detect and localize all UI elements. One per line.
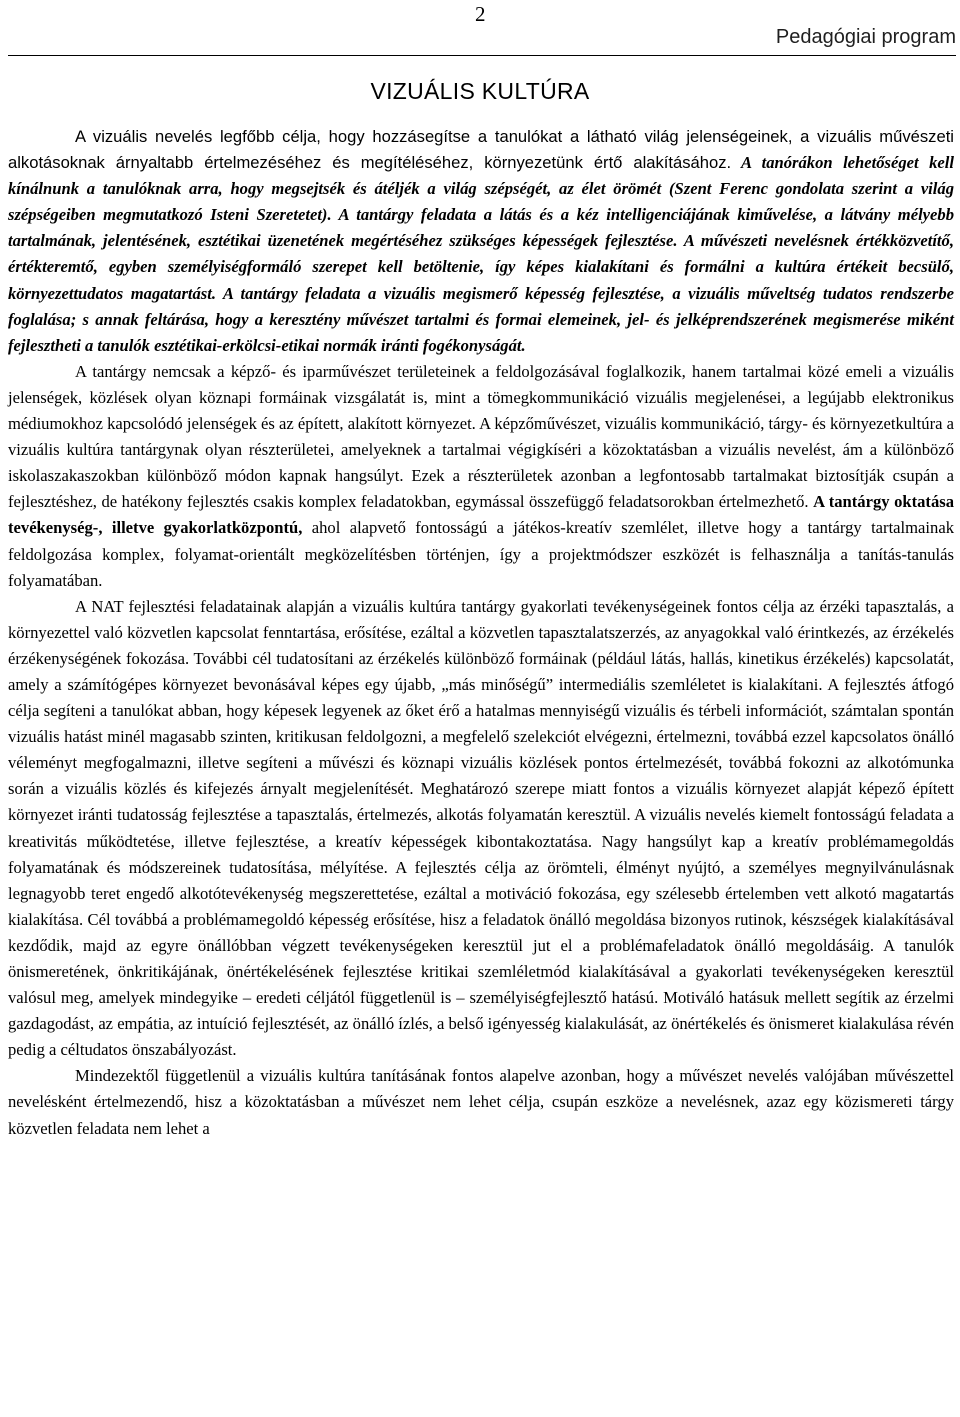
scope-text-after: ahol alapvető fontosságú a játékos-kreatív szemlélet, illetve hogy a tantárgy tartalmainak feldolgozása komplex, folyamat-orientált megközelítésben történjen, így a projektmódszer eszközét is felhasználja a tanítás-tanulás folyamatában. [8, 518, 954, 590]
paragraph-scope [8, 359, 954, 594]
page-number: 2 [475, 2, 486, 26]
principle-text: Mindezektől függetlenül a vizuális kultúra tanításának fontos alapelve azonban, hogy a művészet nevelés valójában művészettel nevelésként értelmezendő, hisz a közoktatásban a művészet nem lehet célja, csupán eszköze a nevelésnek, azaz egy közismereti tárgy közvetlen feladata nem lehet a [8, 1066, 954, 1138]
nat-goals-text: A NAT fejlesztési feladatainak alapján a vizuális kultúra tantárgy gyakorlati tevékenységeinek fontos célja az érzéki tapasztalás, a környezettel való közvetlen kapcsolat fenntartása, erősítése, ezáltal a közvetlen tapasztalatszerzés, az anyagokkal való érintkezés, az érzékelés érzékenységének fokozása. További cél tudatosítani az érzékelés különböző formáinak (például látás, hallás, kinetikus érzékelés) kapcsolatát, amely a számítógépes környezet bevonásával képes egy újabb, „más minőségű” intermediális szemléletet is kialakítani. A fejlesztés átfogó célja segíteni a tanulókat abban, hogy képesek legyenek az őket érő a hatalmas mennyiségű vizuális és térbeli információt, számtalan spontán vizuális hatást minél magasabb szinten, kritikusan feldolgozni, a megfelelő szelekciót elvégezni, értelmezni, továbbá ezzel kapcsolatos önálló véleményt megfogalmazni, illetve segíteni a művészi és köznapi vizuális közlések pontos értelmezését, továbbá fokozni az alkotómunka során a vizuális közlés és kifejezés árnyalt megjelenítését. Meghatározó szerepe miatt fontos a vizuális környezet alapját képező épített környezet iránti tudatosság fejlesztése a tapasztalás, értelmezés, alkotás folyamatán keresztül. A vizuális nevelés kiemelt fontosságú feladata a kreativitás működtetése, illetve fejlesztése, a kreatív képességek kibontakoztatása. Nagy hangsúlyt kap a kreatív problémamegoldás folyamatának és módszereinek tudatosítása, mélyítése. A fejlesztés célja az örömteli, élményt nyújtó, a személyes megnyilvánulásnak legnagyobb teret engedő alkotótevékenység megszerettetése, ezáltal a motiváció fokozása, egy szélesebb értelemben vett alkotó magatartás kialakítása. Cél továbbá a problémamegoldó képesség erősítése, hisz a feladatok önálló megoldása bizonyos rutinok, készségek kialakításával kezdődik, majd az egyre önállóbban végzett tevékenységeken keresztül jut el a problémafeladatok önálló megoldásáig. A tanulók önismeretének, önkritikájának, önértékelésének fejlesztése kritikai szemléletmód kialakításával a gyakorlati tevékenységeken keresztül valósul meg, amelyek mindegyike – eredeti céljától függetlenül is – személyiségfejlesztő hatású. Motiváló hatásuk mellett segítik az érzelmi gazdagodást, az empátia, az intuíció fejlesztését, az önálló ízlés, a belső igényesség kialakulását, az önértékelés és önismeret kialakulása révén pedig a céltudatos önszabályozást. [8, 596, 954, 1060]
paragraph-principle [8, 1063, 954, 1141]
page-title: VIZUÁLIS KULTÚRA [370, 78, 590, 104]
intro-emphasis-text: A tanórákon lehetőséget kell kínálnunk a tanulóknak arra, hogy megsejtsék és átéljék a világ szépségét, az élet örömét (Szent Ferenc gondolata szerint a világ szépségeiben megmutatkozó Isteni Szeretetet). A tantárgy feladata a látás és a kéz intelligenciájának kiművelése, a látvány mélyebb tartalmának, jelentésének, esztétikai üzenetének megértéséhez szükséges képességek fejlesztése. A művészeti nevelésnek értékközvetítő, értékteremtő, egyben személyiségformáló szerepet kell betöltenie, így képes kialakítani és formálni a kultúra értékeit becsülő, környezettudatos magatartást. A tantárgy feladata a vizuális megismerő képesség fejlesztése, a vizuális műveltség tudatos rendszerbe foglalása; s annak feltárása, hogy a keresztény művészet tartalmi és formai elemeinek, jel- és jelképrendszerének megismerése miként fejlesztheti a tanulók esztétikai-erkölcsi-etikai normák iránti fogékonyságát. [8, 153, 954, 355]
scope-text-before: A tantárgy nemcsak a képző- és iparművészet területeinek a feldolgozásával foglalkozik, hanem tartalmai közé emeli a vizuális jelenségek, közlések olyan köznapi formáinak vizsgálatát is, mint a tömegkommunikáció vizuális megjelenései, a legújabb elektronikus médiumokhoz kapcsolódó jelenségek és az épített, alakított környezet. A képzőművészet, vizuális kommunikáció, tárgy- és környezetkultúra a vizuális kultúra tantárgynak olyan részterületei, amelyeknek a tartalmai végigkíséri a közoktatásban a vizuális nevelést, ám a különböző iskolaszakaszokban különböző módon kapnak hangsúlyt. Ezek a részterületek azonban a legfontosabb tartalmakat biztosítják csupán a fejlesztéshez, de hatékony fejlesztés csakis komplex feladatokban, egymással összefüggő feladatsorokban értelmezhető. [8, 361, 954, 512]
intro-text: A vizuális nevelés legfőbb célja, hogy hozzásegítse a tanulókat a látható világ jelenségeinek, a vizuális művészeti alkotásoknak árnyaltabb értelmezéséhez és megítéléséhez, környezetünk értő alakításához. [8, 127, 954, 173]
paragraph-nat-goals [8, 594, 954, 1064]
header-divider [8, 55, 956, 56]
running-header-title: Pedagógiai program [775, 26, 956, 48]
paragraph-intro [8, 124, 954, 359]
document-body [8, 124, 954, 1142]
scope-bold-text: A tantárgy oktatása tevékenység-, illetve gyakorlatközpontú, [8, 492, 954, 538]
